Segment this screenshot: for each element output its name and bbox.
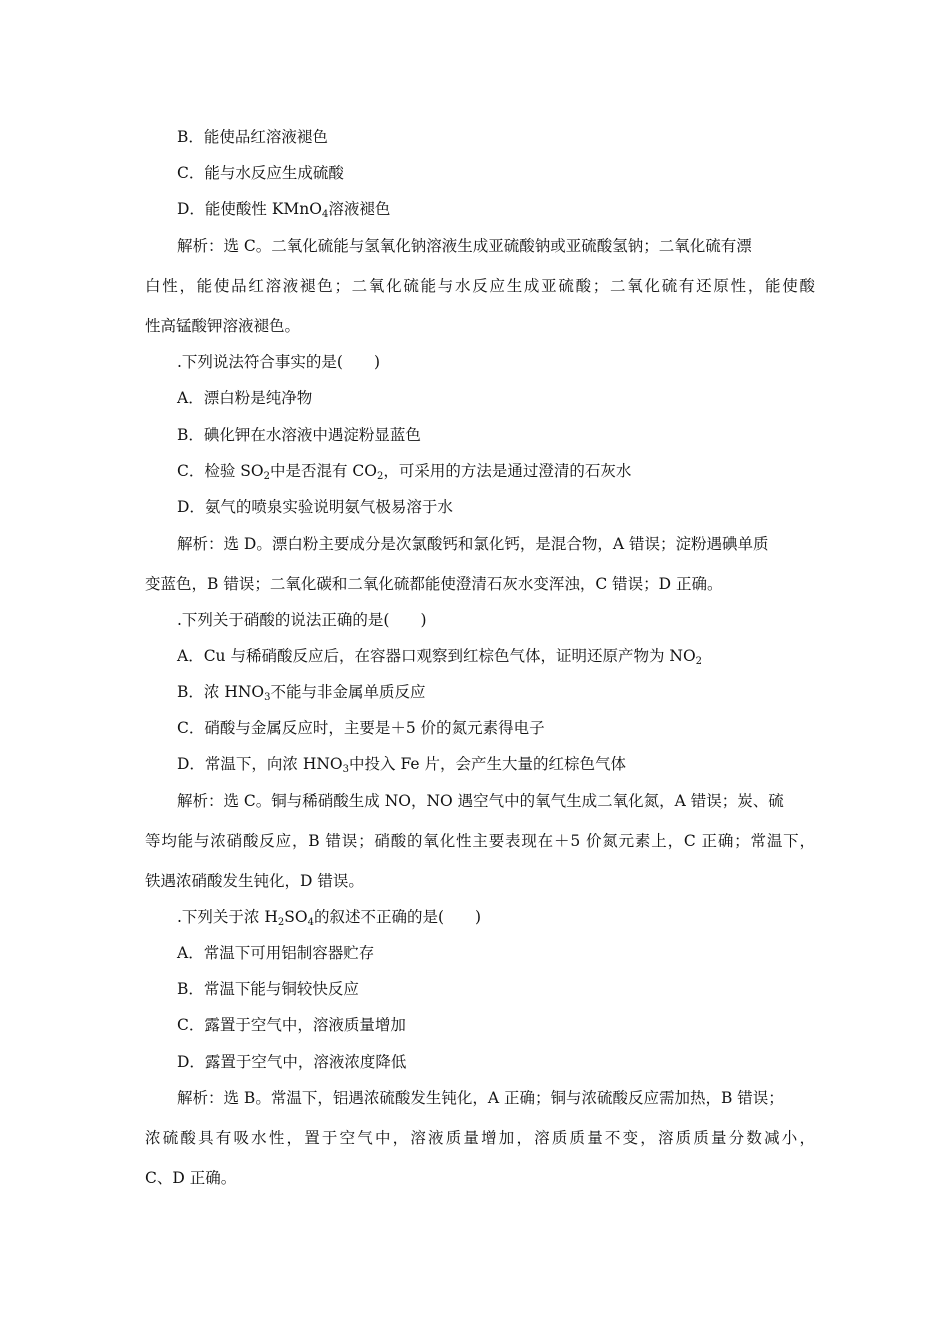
q4-option-b: B．常温下能与铜较快反应	[177, 980, 359, 998]
q2-option-c: C．检验 $SO_2$中是否混有 $CO_2$，可采用的方法是通过澄清的石灰水	[177, 462, 632, 482]
q4-stem: .下列关于浓 $H_2SO_4$的叙述不正确的是( )	[177, 908, 482, 928]
q3-stem: .下列关于硝酸的说法正确的是( )	[177, 611, 427, 629]
q4-analysis-line-2: 浓硫酸具有吸水性，置于空气中，溶液质量增加，溶质质量不变，溶质质量分数减小，	[145, 1129, 815, 1147]
q3-analysis-line-1: 解析：选 C。铜与稀硝酸生成 NO，NO 遇空气中的氧气生成二氧化氮，A 错误；炭、硫	[177, 792, 784, 810]
q2-analysis-line-1: 解析：选 D。漂白粉主要成分是次氯酸钙和氯化钙，是混合物，A 错误；淀粉遇碘单质	[177, 535, 769, 553]
q2-option-b: B．碘化钾在水溶液中遇淀粉显蓝色	[177, 426, 421, 444]
q3-option-d: D．常温下，向浓 $HNO_3$中投入 Fe 片，会产生大量的红棕色气体	[177, 755, 626, 775]
q3-analysis-line-3: 铁遇浓硝酸发生钝化，D 错误。	[145, 872, 364, 890]
q1-option-c: C．能与水反应生成硫酸	[177, 164, 344, 182]
q2-option-d: D．氨气的喷泉实验说明氨气极易溶于水	[177, 498, 453, 516]
q3-option-c: C．硝酸与金属反应时，主要是＋5 价的氮元素得电子	[177, 719, 545, 737]
q2-stem: .下列说法符合事实的是( )	[177, 353, 381, 371]
q2-analysis-line-2: 变蓝色，B 错误；二氧化碳和二氧化硫都能使澄清石灰水变浑浊，C 错误；D 正确。	[145, 575, 723, 593]
q3-option-b: B．浓 $HNO_3$不能与非金属单质反应	[177, 683, 426, 703]
q4-option-c: C．露置于空气中，溶液质量增加	[177, 1016, 406, 1034]
q2-option-a: A．漂白粉是纯净物	[177, 389, 313, 407]
q4-option-d: D．露置于空气中，溶液浓度降低	[177, 1053, 407, 1071]
q4-analysis-line-3: C、D 正确。	[145, 1169, 237, 1187]
q1-option-d: D．能使酸性 KMnO$_4$溶液褪色	[177, 200, 391, 220]
q3-option-a: A．Cu 与稀硝酸反应后，在容器口观察到红棕色气体，证明还原产物为 $NO_2$	[177, 647, 703, 667]
q1-analysis-line-3: 性高锰酸钾溶液褪色。	[145, 317, 301, 335]
q1-analysis-line-2: 白性，能使品红溶液褪色；二氧化硫能与水反应生成亚硫酸；二氧化硫有还原性，能使酸	[145, 277, 815, 295]
q4-analysis-line-1: 解析：选 B。常温下，铝遇浓硫酸发生钝化，A 正确；铜与浓硫酸反应需加热，B 错误；	[177, 1089, 784, 1107]
q4-option-a: A．常温下可用铝制容器贮存	[177, 944, 375, 962]
q1-analysis-line-1: 解析：选 C。二氧化硫能与氢氧化钠溶液生成亚硫酸钠或亚硫酸氢钠；二氧化硫有漂	[177, 237, 752, 255]
q1-option-b: B．能使品红溶液褪色	[177, 128, 328, 146]
q3-analysis-line-2: 等均能与浓硝酸反应，B 错误；硝酸的氧化性主要表现在＋5 价氮元素上，C 正确；常温下，	[145, 832, 815, 850]
